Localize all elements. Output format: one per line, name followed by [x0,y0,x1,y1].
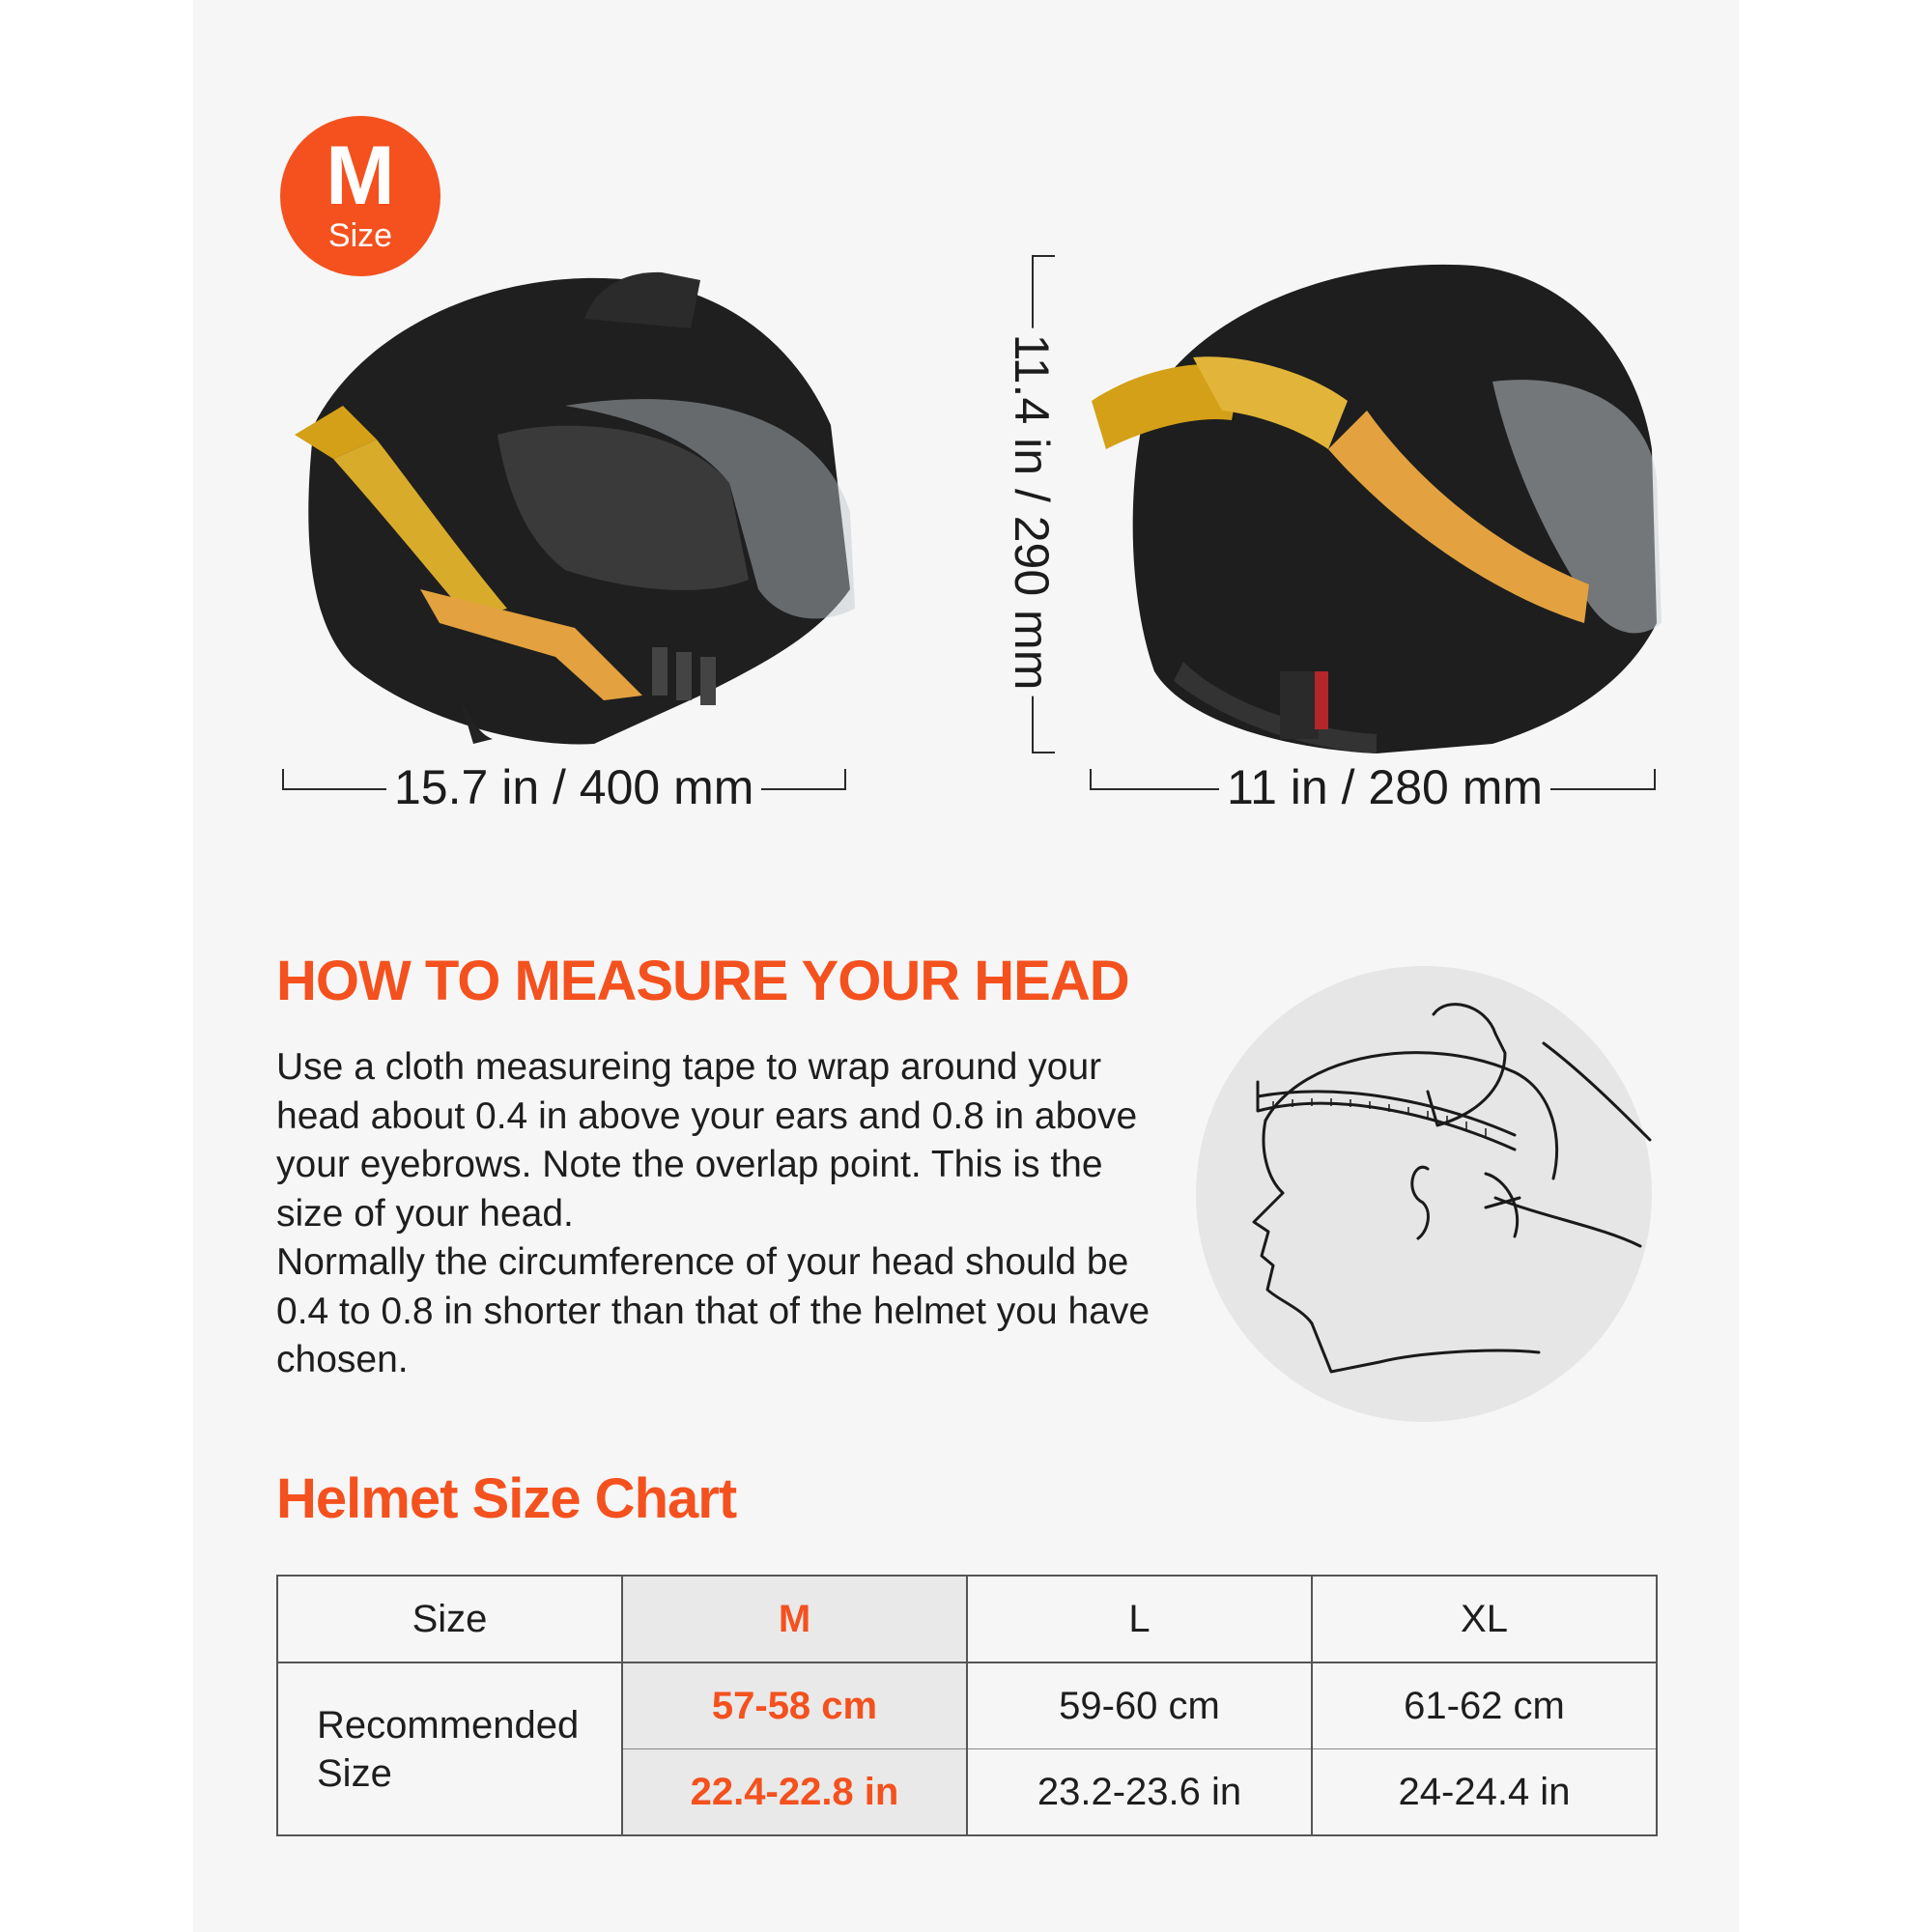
cell-l-in: 23.2-23.6 in [967,1749,1312,1836]
size-badge [280,116,440,276]
cell-xl-cm: 61-62 cm [1312,1662,1657,1749]
size-chart-table [276,1575,1658,1836]
side-helmet-image [275,261,860,753]
measure-paragraph-2: Normally the circumference of your head should be 0.4 to 0.8 in shorter than that of the helmet you have chosen. [276,1241,1151,1380]
height-label-wrap [993,232,1070,792]
measure-heading: HOW TO MEASURE YOUR HEAD [276,950,1129,1012]
header-size: Size [277,1576,622,1662]
header-m: M [622,1576,967,1662]
side-length-label: 15.7 in / 400 mm [386,758,761,816]
side-dim-tick-right [844,769,846,790]
measure-instructions [276,1043,1165,1385]
header-xl: XL [1312,1576,1657,1662]
badge-label: Size [327,217,393,254]
width-dim-tick-right [1654,769,1656,790]
cell-l-cm: 59-60 cm [967,1662,1312,1749]
width-label: 11 in / 280 mm [1219,758,1550,816]
row-label-recommended-size: Recommended Size [277,1662,622,1835]
cell-m-cm: 57-58 cm [622,1662,967,1749]
header-l: L [967,1576,1312,1662]
badge-letter: M [326,129,395,222]
table-row-cm [277,1662,1657,1749]
size-chart-title: Helmet Size Chart [276,1467,737,1530]
head-measure-illustration [1196,966,1652,1422]
measure-paragraph-1: Use a cloth measureing tape to wrap around your head about 0.4 in above your ears and 0.8 in above your eyebrows. Note the overlap point. This is the size of your head. [276,1046,1138,1235]
cell-m-in: 22.4-22.8 in [622,1749,967,1836]
height-label: 11.4 in / 290 mm [1004,328,1060,696]
width-dim-tick-left [1090,769,1092,790]
rear-helmet-image [1087,256,1666,758]
cell-xl-in: 24-24.4 in [1312,1749,1657,1836]
side-dim-tick-left [282,769,284,790]
table-header-row [277,1576,1657,1662]
